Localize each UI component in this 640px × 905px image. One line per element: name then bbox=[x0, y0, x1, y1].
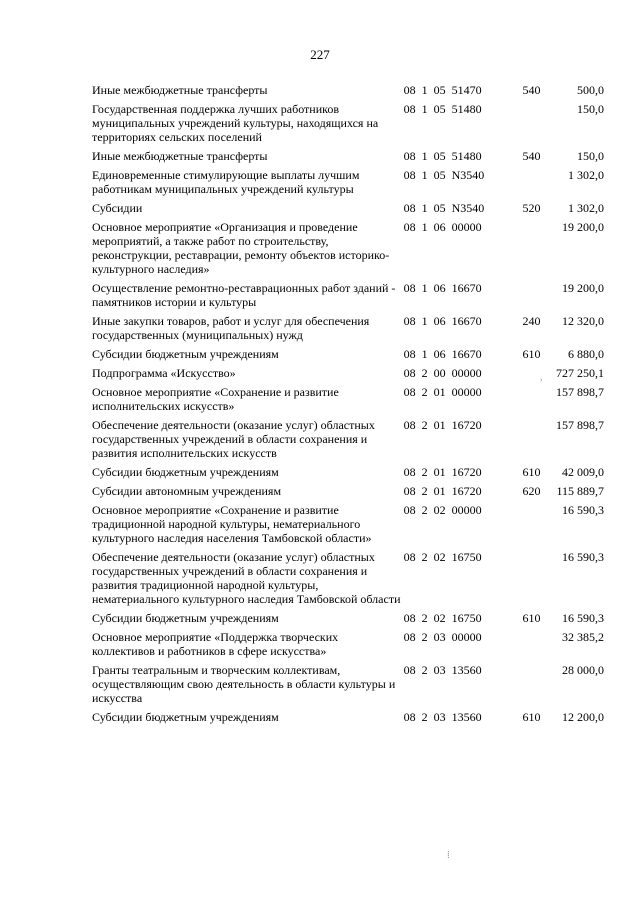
row-code: 08 2 03 00000 bbox=[403, 630, 482, 644]
table-row bbox=[92, 281, 604, 314]
row-name: Основное мероприятие «Сохранение и развитие традиционной народной культуры, нематериального культурного наследия населения Тамбовской области» bbox=[92, 503, 372, 545]
row-expense-type bbox=[522, 168, 556, 201]
row-name: Субсидии бюджетным учреждениям bbox=[92, 710, 279, 724]
row-expense-type bbox=[522, 663, 556, 710]
row-code: 08 2 03 13560 bbox=[403, 710, 482, 724]
row-amount: 6 880,0 bbox=[568, 347, 604, 361]
row-amount: 157 898,7 bbox=[556, 385, 604, 399]
row-expense-type bbox=[522, 281, 556, 314]
row-name: Субсидии bbox=[92, 201, 143, 215]
row-expense-type bbox=[522, 418, 556, 465]
row-code: 08 1 05 N3540 bbox=[403, 168, 485, 182]
row-code: 08 1 05 51480 bbox=[403, 102, 482, 116]
page-number: 227 bbox=[310, 47, 330, 62]
row-code: 08 2 01 16720 bbox=[403, 418, 482, 432]
row-amount: 150,0 bbox=[577, 102, 604, 116]
row-amount: 16 590,3 bbox=[562, 550, 604, 564]
row-code: 08 1 06 16670 bbox=[403, 314, 482, 328]
row-amount: 42 009,0 bbox=[562, 465, 604, 479]
row-expense-type bbox=[522, 630, 556, 663]
table-row bbox=[92, 663, 604, 710]
row-code: 08 1 05 51470 bbox=[403, 83, 482, 97]
table-row bbox=[92, 149, 604, 168]
row-amount: 12 320,0 bbox=[562, 314, 604, 328]
row-code: 08 2 01 00000 bbox=[403, 385, 482, 399]
scan-mark: ⁞ bbox=[447, 850, 450, 861]
row-code: 08 2 02 16750 bbox=[403, 550, 482, 564]
row-name: Иные межбюджетные трансферты bbox=[92, 149, 268, 163]
row-code: 08 1 05 51480 bbox=[403, 149, 482, 163]
row-amount: 150,0 bbox=[577, 149, 604, 163]
row-name: Субсидии бюджетным учреждениям bbox=[92, 465, 279, 479]
row-expense-type: 240 bbox=[522, 314, 541, 328]
row-amount: 16 590,3 bbox=[562, 503, 604, 517]
row-name: Обеспечение деятельности (оказание услуг) областных государственных учреждений в области сохранения и развития традиционной народной культуры, нематериального культурного наследия Тамбовской области bbox=[92, 550, 401, 606]
row-amount: 115 889,7 bbox=[556, 484, 604, 498]
row-name: Гранты театральным и творческим коллективам, осуществляющим свою деятельность в области культуры и искусства bbox=[92, 663, 396, 705]
table-row bbox=[92, 710, 604, 729]
row-code: 08 2 02 00000 bbox=[403, 503, 482, 517]
row-code: 08 1 06 16670 bbox=[403, 347, 482, 361]
row-name: Осуществление ремонтно-реставрационных работ зданий - памятников истории и культуры bbox=[92, 281, 396, 309]
table-row bbox=[92, 201, 604, 220]
row-expense-type: 540 bbox=[522, 83, 541, 97]
row-name: Подпрограмма «Искусство» bbox=[92, 366, 236, 380]
row-name: Иные межбюджетные трансферты bbox=[92, 83, 268, 97]
table-row bbox=[92, 611, 604, 630]
budget-rows bbox=[92, 83, 604, 729]
row-expense-type bbox=[522, 503, 556, 550]
row-amount: 500,0 bbox=[577, 83, 604, 97]
table-row bbox=[92, 550, 604, 611]
row-expense-type: 610 bbox=[522, 347, 541, 361]
row-expense-type bbox=[522, 550, 556, 611]
row-name: Государственная поддержка лучших работников муниципальных учреждений культуры, находящихся на территориях сельских поселений bbox=[92, 102, 379, 144]
table-row bbox=[92, 418, 604, 465]
row-code: 08 1 06 00000 bbox=[403, 220, 482, 234]
table-row bbox=[92, 630, 604, 663]
budget-table bbox=[92, 83, 604, 729]
row-amount: 19 200,0 bbox=[562, 281, 604, 295]
row-expense-type: 620 bbox=[522, 484, 541, 498]
row-amount: 1 302,0 bbox=[568, 168, 604, 182]
row-expense-type bbox=[522, 102, 556, 149]
row-amount: 727 250,1 bbox=[556, 366, 604, 380]
row-code: 08 1 05 N3540 bbox=[403, 201, 485, 215]
row-expense-type: 520 bbox=[522, 201, 541, 215]
row-name: Субсидии бюджетным учреждениям bbox=[92, 611, 279, 625]
table-row bbox=[92, 314, 604, 347]
row-name: Обеспечение деятельности (оказание услуг) областных государственных учреждений в области сохранения и развития исполнительских искусств bbox=[92, 418, 375, 460]
row-name: Основное мероприятие «Организация и проведение мероприятий, а также работ по строительству, реконструкции, реставрации, ремонту объектов историко-культурного наследия» bbox=[92, 220, 390, 276]
row-name: Субсидии автономным учреждениям bbox=[92, 484, 282, 498]
row-amount: 19 200,0 bbox=[562, 220, 604, 234]
scan-mark: , bbox=[540, 372, 543, 383]
row-name: Субсидии бюджетным учреждениям bbox=[92, 347, 279, 361]
row-code: 08 2 02 16750 bbox=[403, 611, 482, 625]
row-name: Основное мероприятие «Сохранение и развитие исполнительских искусств» bbox=[92, 385, 339, 413]
table-row bbox=[92, 102, 604, 149]
row-amount: 1 302,0 bbox=[568, 201, 604, 215]
row-code: 08 1 06 16670 bbox=[403, 281, 482, 295]
row-expense-type: 540 bbox=[522, 149, 541, 163]
row-code: 08 2 03 13560 bbox=[403, 663, 482, 677]
row-name: Иные закупки товаров, работ и услуг для обеспечения государственных (муниципальных) нужд bbox=[92, 314, 370, 342]
row-code: 08 2 00 00000 bbox=[403, 366, 482, 380]
row-expense-type: 610 bbox=[522, 611, 541, 625]
row-amount: 157 898,7 bbox=[556, 418, 604, 432]
row-amount: 16 590,3 bbox=[562, 611, 604, 625]
table-row bbox=[92, 83, 604, 102]
table-row bbox=[92, 465, 604, 484]
row-code: 08 2 01 16720 bbox=[403, 484, 482, 498]
row-amount: 28 000,0 bbox=[562, 663, 604, 677]
row-amount: 32 385,2 bbox=[562, 630, 604, 644]
row-expense-type bbox=[522, 220, 556, 281]
table-row bbox=[92, 385, 604, 418]
table-row bbox=[92, 366, 604, 385]
row-amount: 12 200,0 bbox=[562, 710, 604, 724]
table-row bbox=[92, 168, 604, 201]
row-expense-type: 610 bbox=[522, 710, 541, 724]
row-code: 08 2 01 16720 bbox=[403, 465, 482, 479]
row-expense-type bbox=[522, 385, 556, 418]
table-row bbox=[92, 220, 604, 281]
row-expense-type: 610 bbox=[522, 465, 541, 479]
row-name: Основное мероприятие «Поддержка творческих коллективов и работников в сфере искусства» bbox=[92, 630, 339, 658]
table-row bbox=[92, 503, 604, 550]
table-row bbox=[92, 347, 604, 366]
table-row bbox=[92, 484, 604, 503]
row-name: Единовременные стимулирующие выплаты лучшим работникам муниципальных учреждений культуры bbox=[92, 168, 360, 196]
